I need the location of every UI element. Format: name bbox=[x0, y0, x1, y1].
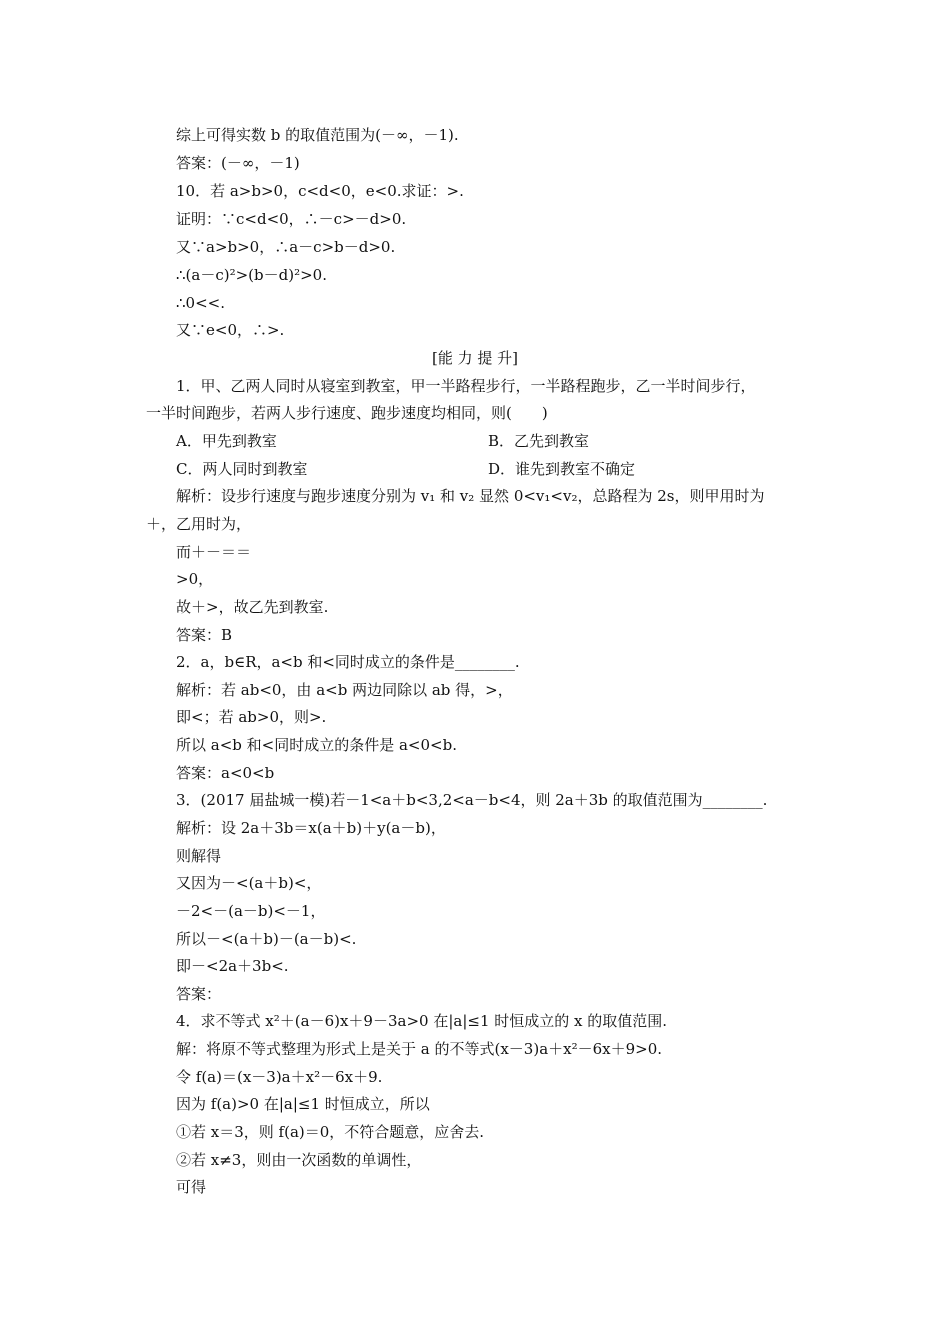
solution-line: 可得 bbox=[176, 1178, 207, 1196]
solution-line: 因为 f(a)>0 在|a|≤1 时恒成立，所以 bbox=[176, 1095, 430, 1113]
proof-line: ∴0<<. bbox=[176, 294, 225, 312]
problem-1-cont: 一半时间跑步，若两人步行速度、跑步速度均相同，则( ) bbox=[146, 404, 548, 422]
answer-line: 答案： bbox=[176, 985, 222, 1003]
option-d: D．谁先到教室不确定 bbox=[488, 460, 636, 478]
section-heading: [能 力 提 升] bbox=[431, 349, 518, 367]
option-c: C．两人同时到教室 bbox=[176, 460, 308, 478]
proof-line: 又∵e<0，∴>. bbox=[176, 321, 285, 339]
analysis-line: 而＋－＝＝ bbox=[176, 543, 252, 561]
proof-line: ∴(a－c)²>(b－d)²>0. bbox=[176, 266, 327, 284]
solution-line: 解：将原不等式整理为形式上是关于 a 的不等式(x－3)a＋x²－6x＋9>0. bbox=[176, 1040, 663, 1058]
analysis-line: ＋，乙用时为， bbox=[146, 515, 252, 533]
analysis-line: 则解得 bbox=[176, 847, 222, 865]
option-b: B．乙先到教室 bbox=[488, 432, 590, 450]
analysis-line: 故＋>，故乙先到教室. bbox=[176, 598, 329, 616]
answer-line: 答案：B bbox=[176, 626, 233, 644]
option-a: A．甲先到教室 bbox=[176, 432, 277, 450]
problem-10: 10．若 a>b>0，c<d<0，e<0.求证：>. bbox=[176, 182, 464, 200]
analysis-line: 即－<2a＋3b<. bbox=[176, 957, 289, 975]
problem-4: 4．求不等式 x²＋(a－6)x＋9－3a>0 在|a|≤1 时恒成立的 x 的取值范围. bbox=[176, 1012, 668, 1030]
analysis-line: >0， bbox=[176, 570, 214, 588]
solution-line: 令 f(a)＝(x－3)a＋x²－6x＋9. bbox=[176, 1068, 383, 1086]
solution-line: ②若 x≠3，则由一次函数的单调性， bbox=[176, 1151, 422, 1169]
problem-3: 3．(2017 届盐城一模)若－1<a＋b<3,2<a－b<4，则 2a＋3b 的取值范围为________. bbox=[176, 791, 768, 809]
text-line: 综上可得实数 b 的取值范围为(－∞，－1). bbox=[176, 126, 459, 144]
analysis-line: 解析：设步行速度与跑步速度分别为 v₁ 和 v₂ 显然 0<v₁<v₂，总路程为 2s，则甲用时为 bbox=[176, 487, 765, 505]
analysis-line: 即<；若 ab>0，则>. bbox=[176, 708, 327, 726]
analysis-line: 解析：若 ab<0，由 a<b 两边同除以 ab 得，>， bbox=[176, 681, 513, 699]
proof-line: 又∵a>b>0，∴a－c>b－d>0. bbox=[176, 238, 396, 256]
solution-line: ①若 x＝3，则 f(a)＝0，不符合题意，应舍去. bbox=[176, 1123, 485, 1141]
proof-line: 证明：∵c<d<0，∴－c>－d>0. bbox=[176, 210, 407, 228]
answer-line: 答案：(－∞，－1) bbox=[176, 154, 300, 172]
analysis-line: 所以 a<b 和<同时成立的条件是 a<0<b. bbox=[176, 736, 457, 754]
analysis-line: 又因为－<(a＋b)<， bbox=[176, 874, 322, 892]
analysis-line: 解析：设 2a＋3b＝x(a＋b)＋y(a－b)， bbox=[176, 819, 446, 837]
analysis-line: 所以－<(a＋b)－(a－b)<. bbox=[176, 930, 357, 948]
problem-2: 2．a，b∈R，a<b 和<同时成立的条件是________. bbox=[176, 653, 520, 671]
problem-1: 1．甲、乙两人同时从寝室到教室，甲一半路程步行，一半路程跑步，乙一半时间步行， bbox=[176, 377, 756, 395]
answer-line: 答案：a<0<b bbox=[176, 764, 275, 782]
analysis-line: －2<－(a－b)<－1， bbox=[176, 902, 326, 920]
